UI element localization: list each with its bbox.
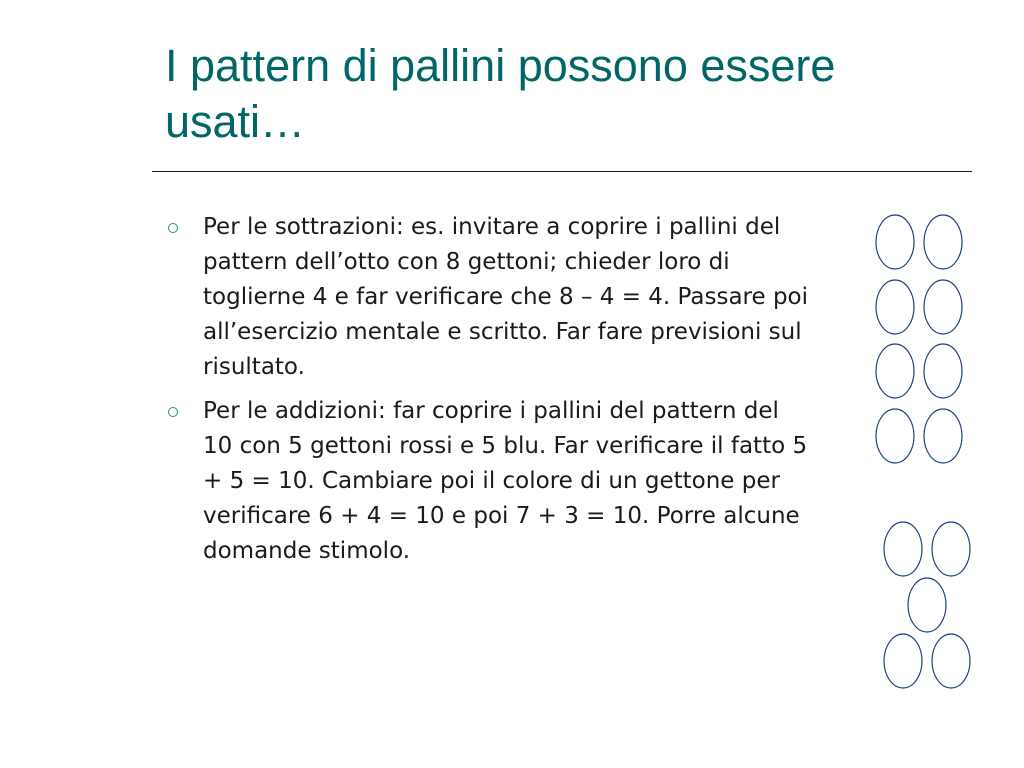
pattern-dot — [876, 280, 914, 334]
pattern-dot — [876, 344, 914, 398]
pattern-dot — [908, 578, 946, 632]
bullet-text-subtraction: Per le sottrazioni: es. invitare a coprire i pallini del pattern dell’otto con 8 gettoni; chieder loro di toglierne 4 e far verificare che 8 – 4 = 4. Passare poi all’esercizio mentale e scritto. Far fare previsioni sul risultato. — [203, 214, 809, 380]
dot-pattern-five — [884, 522, 970, 688]
slide-title: I pattern di pallini possono essere usati… — [165, 40, 836, 147]
dot-pattern-eight — [876, 215, 962, 463]
bullet-text-addition: Per le addizioni: far coprire i pallini del pattern del 10 con 5 gettoni rossi e 5 blu. Far verificare il fatto 5 + 5 = 10. Cambiare poi il colore di un gettone per verificare 6 + 4 = 10 e poi 7 + 3 = 10. Porre alcune domande stimolo. — [203, 398, 808, 564]
pattern-dot — [924, 409, 962, 463]
pattern-dot — [924, 280, 962, 334]
pattern-dot — [884, 634, 922, 688]
pattern-dot — [924, 344, 962, 398]
pattern-dot — [876, 409, 914, 463]
pattern-dot — [932, 522, 970, 576]
pattern-dot — [932, 634, 970, 688]
pattern-dot — [876, 215, 914, 269]
pattern-dot — [884, 522, 922, 576]
pattern-dot — [924, 215, 962, 269]
